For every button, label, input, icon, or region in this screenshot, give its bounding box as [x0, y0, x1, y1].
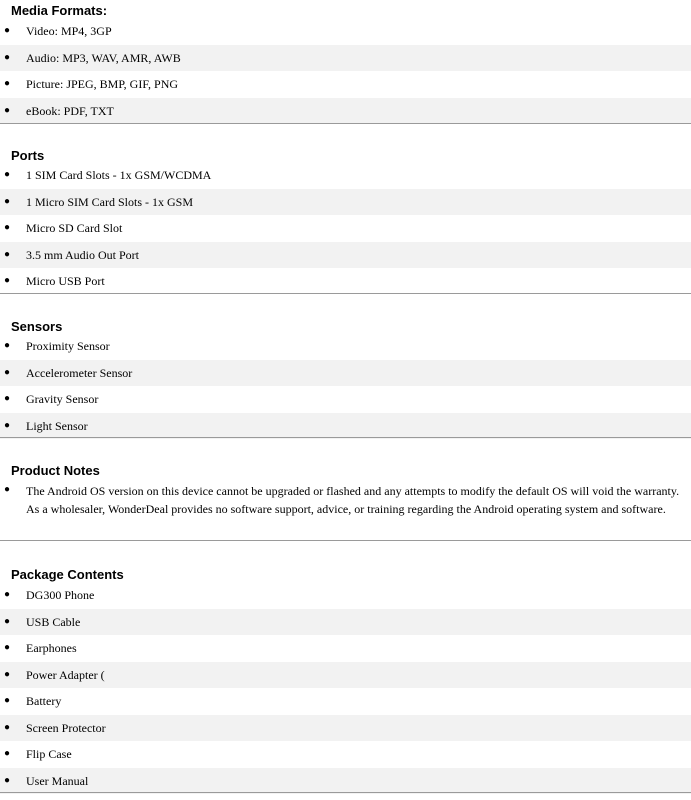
section-divider [0, 792, 691, 793]
section-title-ports: Ports [11, 148, 45, 163]
list-item: ● Gravity Sensor [4, 392, 99, 406]
bullet-icon: ● [4, 275, 11, 286]
bullet-icon: ● [4, 366, 11, 378]
list-item: ● Picture: JPEG, BMP, GIF, PNG [4, 77, 179, 91]
bullet-icon: ● [4, 78, 11, 89]
bullet-icon: ● [4, 169, 11, 180]
bullet-icon: ● [4, 195, 11, 207]
product-note-text: The Android OS version on this device cannot be upgraded or flashed and any attempts to modify the default OS will void the warranty. As a wholesaler, WonderDeal provides no software support, advice, or training regarding the Android operating system and software. [26, 484, 680, 516]
section-title-product-notes: Product Notes [11, 463, 100, 478]
bullet-icon: ● [4, 748, 11, 759]
bullet-icon: ● [4, 248, 11, 260]
ports-list [0, 162, 691, 295]
bullet-icon: ● [4, 222, 11, 233]
bullet-icon: ● [4, 589, 11, 600]
section-title-sensors: Sensors [11, 319, 63, 334]
section-divider [0, 437, 691, 438]
list-item: ● DG300 Phone [4, 588, 95, 602]
list-item: ● Accelerometer Sensor [0, 360, 691, 387]
bullet-icon: ● [4, 25, 11, 36]
section-title-package-contents: Package Contents [11, 567, 124, 582]
section-title-media-formats: Media Formats: [11, 3, 108, 18]
media-formats-list [0, 18, 691, 124]
list-item: ● Earphones [4, 641, 77, 655]
list-item: ● Micro USB Port [4, 274, 105, 288]
list-item: ● User Manual [0, 768, 691, 795]
section-divider [0, 123, 691, 124]
bullet-icon: ● [4, 721, 11, 733]
list-item: ● Power Adapter ( [0, 662, 691, 689]
list-item: ● Battery [4, 694, 62, 708]
list-item: ● USB Cable [0, 609, 691, 636]
list-item: ● Proximity Sensor [4, 339, 110, 353]
section-divider [0, 540, 691, 541]
list-item: ● Audio: MP3, WAV, AMR, AWB [0, 45, 691, 72]
bullet-icon: ● [4, 484, 11, 495]
bullet-icon: ● [4, 51, 11, 63]
section-divider [0, 293, 691, 294]
bullet-icon: ● [4, 340, 11, 351]
bullet-icon: ● [4, 393, 11, 404]
list-item: ● 1 SIM Card Slots - 1x GSM/WCDMA [4, 168, 212, 182]
list-item: ● Screen Protector [0, 715, 691, 742]
sensors-list [0, 333, 691, 439]
bullet-icon: ● [4, 615, 11, 627]
bullet-icon: ● [4, 668, 11, 680]
list-item: ● 3.5 mm Audio Out Port [0, 242, 691, 269]
list-item: ● Light Sensor [0, 413, 691, 440]
list-item: ● Video: MP4, 3GP [4, 24, 112, 38]
bullet-icon: ● [4, 642, 11, 653]
bullet-icon: ● [4, 774, 11, 786]
list-item: ● 1 Micro SIM Card Slots - 1x GSM [0, 189, 691, 216]
bullet-icon: ● [4, 695, 11, 706]
list-item: ● Micro SD Card Slot [4, 221, 123, 235]
bullet-icon: ● [4, 419, 11, 431]
bullet-icon: ● [4, 104, 11, 116]
list-item: ● Flip Case [4, 747, 72, 761]
package-contents-list [0, 582, 691, 794]
list-item: ● eBook: PDF, TXT [0, 98, 691, 125]
